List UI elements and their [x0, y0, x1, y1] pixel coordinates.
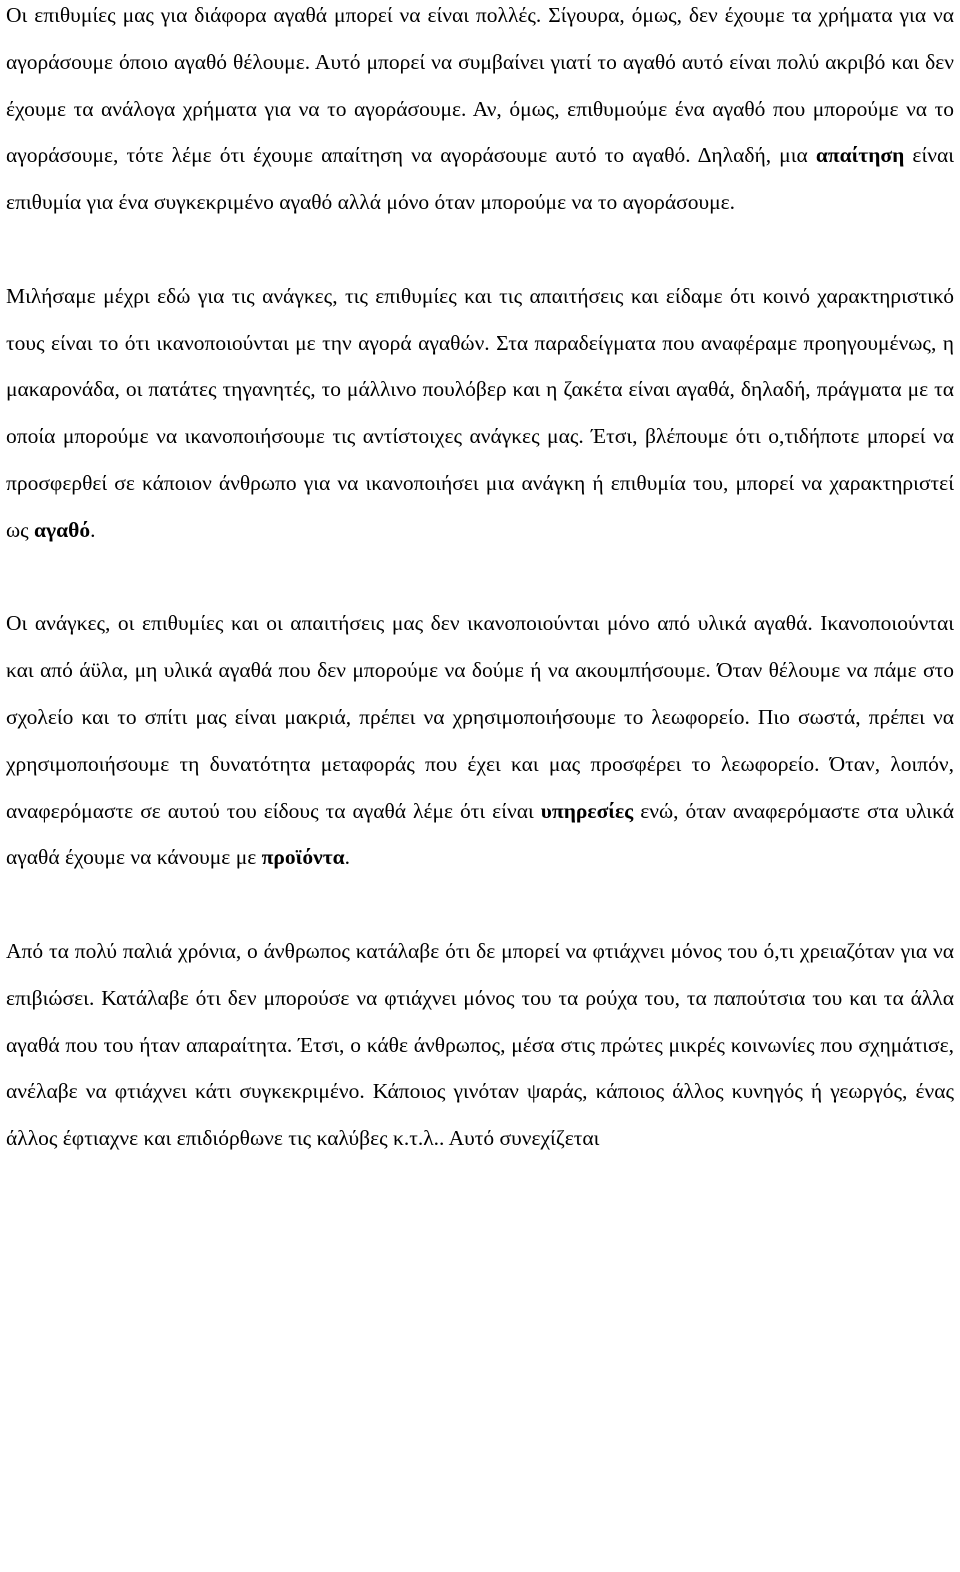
bold-term-good: αγαθό: [34, 517, 91, 542]
paragraph-text: ενώ, όταν αναφερόμαστε στα υλικά αγαθά έχουμε να κάνουμε με: [6, 798, 954, 870]
document-page: [6, 0, 954, 1162]
bold-term-demand: απαίτηση: [815, 143, 905, 168]
bold-term-services: υπηρεσίες: [540, 798, 634, 823]
paragraph-text: Οι ανάγκες, οι επιθυμίες και οι απαιτήσεις μας δεν ικανοποιούνται μόνο από υλικά αγαθά. Ικανοποιούνται και από άϋλα, μη υλικά αγαθά που δεν μπορούμε να δούμε ή να ακουμπήσουμε. Όταν θέλουμε να πάμε στο σχολείο και το σπίτι μας είναι μακριά, πρέπει να χρησιμοποιήσουμε το λεωφορείο. Πιο σωστά, πρέπει να χρησιμοποιήσουμε τη δυνατότητα μεταφοράς που έχει και μας προσφέρει το λεωφορείο. Όταν, λοιπόν, αναφερόμαστε σε αυτού του είδους τα αγαθά λέμε ότι είναι: [6, 611, 954, 823]
paragraph-text: .: [344, 845, 350, 870]
paragraph-text: είναι επιθυμία για ένα συγκεκριμένο αγαθό αλλά μόνο όταν μπορούμε να το αγοράσουμε.: [6, 143, 955, 215]
paragraph-text: Από τα πολύ παλιά χρόνια, ο άνθρωπος κατάλαβε ότι δε μπορεί να φτιάχνει μόνος του ό,τι χρειαζόταν για να επιβιώσει. Κατάλαβε ότι δεν μπορούσε να φτιάχνει μόνος του τα ρούχα του, τα παπούτσια του και τα άλλα αγαθά που του ήταν απαραίτητα. Έτσι, ο κάθε άνθρωπος, μέσα στις πρώτες μικρές κοινωνίες που σχημάτισε, ανέλαβε να φτιάχνει κάτι συγκεκριμένο. Κάποιος γινόταν ψαράς, κάποιος άλλος κυνηγός ή γεωργός, ένας άλλος έφτιαχνε και επιδιόρθωνε τις καλύβες κ.τ.λ.. Αυτό συνεχίζεται: [6, 938, 954, 1151]
paragraph-text: .: [90, 517, 96, 542]
paragraph-text: Οι επιθυμίες μας για διάφορα αγαθά μπορεί να είναι πολλές. Σίγουρα, όμως, δεν έχουμε τα χρήματα για να αγοράσουμε όποιο αγαθό θέλουμε. Αυτό μπορεί να συμβαίνει γιατί το αγαθό αυτό είναι πολύ ακριβό και δεν έχουμε τα ανάλογα χρήματα για να το αγοράσουμε. Αν, όμως, επιθυμούμε ένα αγαθό που μπορούμε να το αγοράσουμε, τότε λέμε ότι έχουμε απαίτηση να αγοράσουμε αυτό το αγαθό. Δηλαδή, μια: [6, 3, 954, 168]
paragraph-services-products: [6, 600, 954, 881]
paragraph-demand: [6, 0, 954, 226]
paragraph-goods: [6, 273, 954, 554]
paragraph-text: Μιλήσαμε μέχρι εδώ για τις ανάγκες, τις επιθυμίες και τις απαιτήσεις και είδαμε ότι κοινό χαρακτηριστικό τους είναι το ότι ικανοποιούνται με την αγορά αγαθών. Στα παραδείγματα που αναφέραμε προηγουμένως, η μακαρονάδα, οι πατάτες τηγανητές, το μάλλινο πουλόβερ και η ζακέτα είναι αγαθά, δηλαδή, πράγματα με τα οποία μπορούμε να ικανοποιήσουμε τις αντίστοιχες ανάγκες μας. Έτσι, βλέπουμε ότι ο,τιδήποτε μπορεί να προσφερθεί σε κάποιον άνθρωπο για να ικανοποιήσει μια ανάγκη ή επιθυμία του, μπορεί να χαρακτηριστεί ως: [6, 283, 954, 542]
paragraph-division-of-labour: [6, 928, 954, 1162]
bold-term-products: προϊόντα: [261, 845, 345, 870]
